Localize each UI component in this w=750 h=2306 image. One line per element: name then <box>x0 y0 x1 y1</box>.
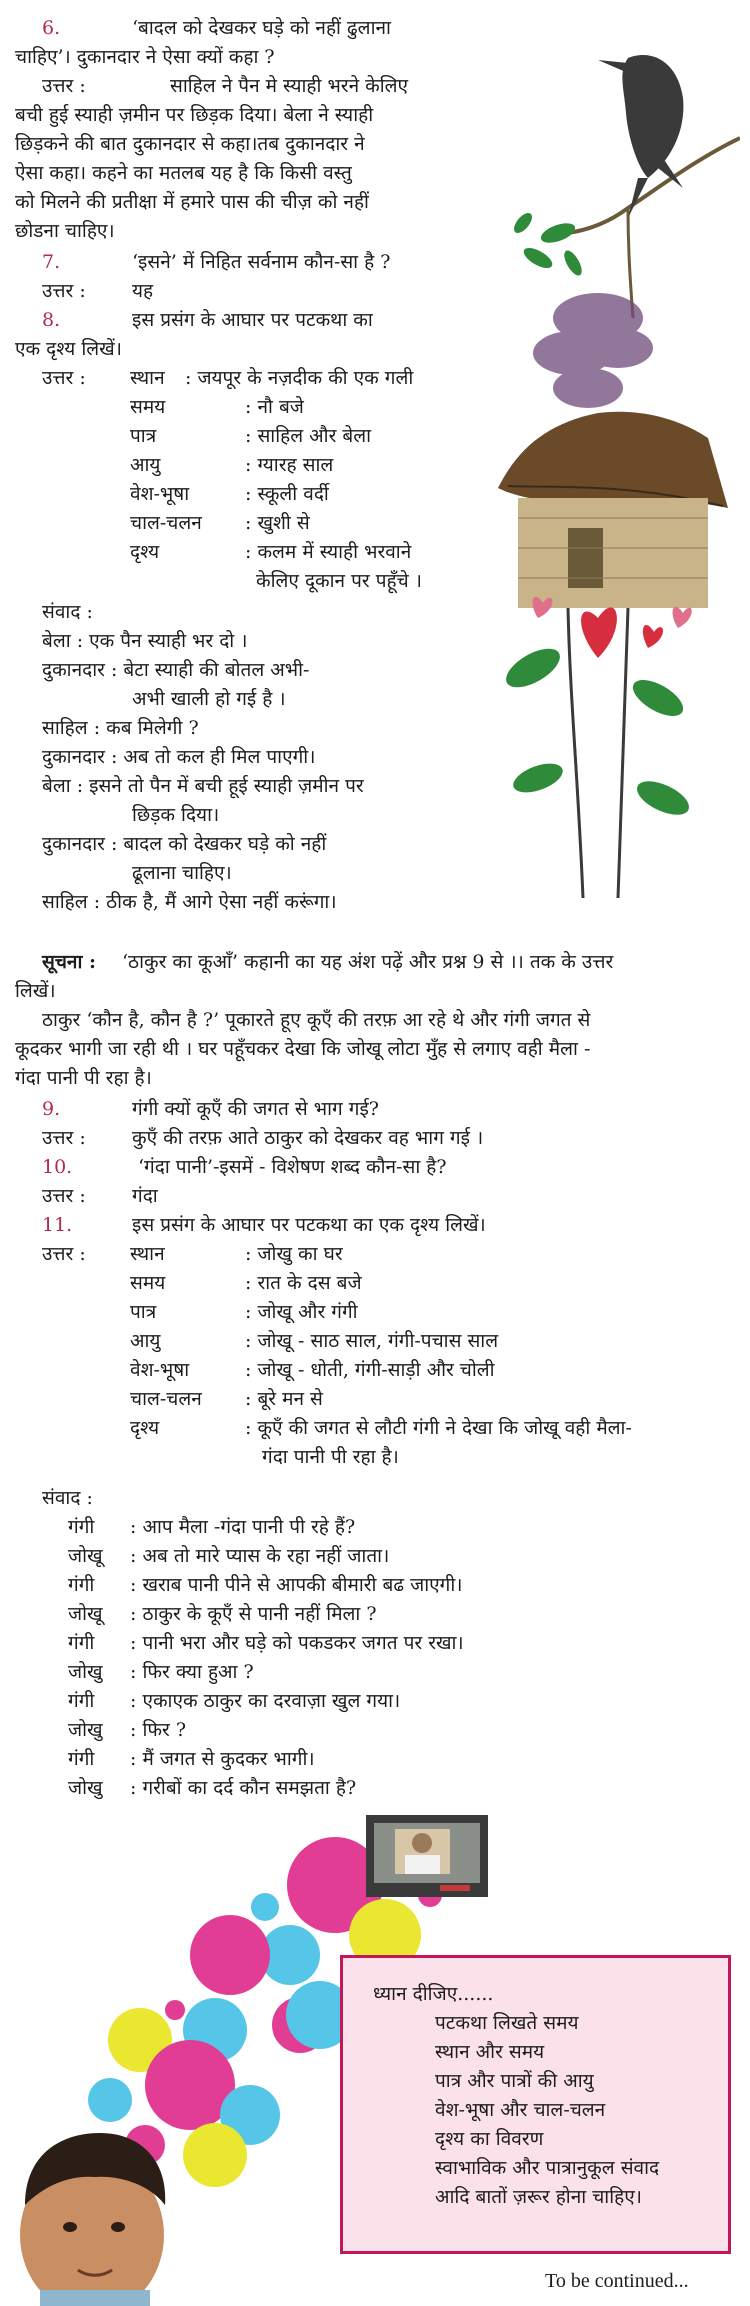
q8-scene-key: पात्र <box>130 425 157 447</box>
q11-scene-value: : जोखू - धोती, गंगी-साड़ी और चोली <box>245 1359 495 1381</box>
note-box <box>340 1955 731 2254</box>
q8-scene-value: : खुशी से <box>245 512 310 534</box>
q11-dialog-text: : खराब पानी पीने से आपकी बीमारी बढ जाएगी। <box>130 1574 463 1596</box>
q11-dialog-speaker: गंगी <box>68 1516 95 1538</box>
q8-scene-value: : कलम में स्याही भरवाने <box>245 541 412 563</box>
q11-dialog-text: : फिर क्या हुआ ? <box>130 1661 254 1683</box>
boy-illustration <box>20 2133 165 2306</box>
q8-scene-value: : ग्यारह साल <box>245 454 334 476</box>
q8-dialog-line: दुकानदार : अब तो कल ही मिल पाएगी। <box>42 746 316 768</box>
q11-scene-key: आयु <box>130 1330 161 1352</box>
notice-label: सूचना : <box>42 951 97 973</box>
q11-dialog-text: : अब तो मारे प्यास के रहा नहीं जाता। <box>130 1545 390 1567</box>
q6-answer-label: उत्तर : <box>42 75 86 97</box>
q8-scene-key: वेश-भूषा <box>130 483 190 505</box>
q8-scene-key: दृश्य <box>130 541 160 563</box>
q6-answer-line: को मिलने की प्रतीक्षा में हमारे पास की चीज़ को नहीं <box>15 191 369 213</box>
q7-answer: यह <box>132 280 154 302</box>
q9-number: 9. <box>42 1098 61 1120</box>
note-line: आदि बातों ज़रूर होना चाहिए। <box>435 2186 642 2208</box>
q8-dialog-line: बेला : इसने तो पैन में बची हूई स्याही ज़मीन पर <box>42 775 364 797</box>
q9-question: गंगी क्यों कूएँ की जगत से भाग गई? <box>132 1098 379 1120</box>
q10-question: ‘गंदा पानी’-इसमें - विशेषण शब्द कौन-सा है? <box>138 1156 447 1178</box>
q6-answer-line: साहिल ने पैन मे स्याही भरने केलिए <box>170 75 409 97</box>
q6-question-line2: चाहिए’। दुकानदार ने ऐसा क्यों कहा ? <box>15 46 275 68</box>
q11-scene-key: स्थान <box>130 1243 165 1265</box>
q11-dialog-speaker: जोखु <box>68 1661 103 1683</box>
q11-dialog-text: : आप मैला -गंदा पानी पी रहे हैं? <box>130 1516 356 1538</box>
q11-dialog-label: संवाद : <box>42 1487 93 1509</box>
q11-scene-key: वेश-भूषा <box>130 1359 190 1381</box>
q6-answer-line: छिड़कने की बात दुकानदार से कहा।तब दुकानदार ने <box>15 133 365 155</box>
q6-answer-line: बची हुई स्याही ज़मीन पर छिड़क दिया। बेला ने स्याही <box>15 104 374 126</box>
q11-scene-value: : जोखू - साठ साल, गंगी-पचास साल <box>245 1330 499 1352</box>
to-be-continued: To be continued... <box>545 2270 689 2292</box>
q11-dialog-text: : गरीबों का दर्द कौन समझता है? <box>130 1777 357 1799</box>
q8-answer-label: उत्तर : <box>42 367 86 389</box>
passage-line: गंदा पानी पी रहा है। <box>15 1067 152 1089</box>
q8-scene-value: : साहिल और बेला <box>245 425 372 447</box>
q9-answer-label: उत्तर : <box>42 1127 86 1149</box>
q8-dialog-line: दुकानदार : बादल को देखकर घड़े को नहीं <box>42 833 327 855</box>
q11-number: 11. <box>42 1214 73 1236</box>
passage-line: कूदकर भागी जा रही थी । घर पहूँचकर देखा कि जोखू लोटा मुँह से लगाए वही मैला - <box>15 1038 591 1060</box>
q8-scene-key: समय <box>130 396 166 418</box>
q10-number: 10. <box>42 1156 73 1178</box>
q7-answer-label: उत्तर : <box>42 280 86 302</box>
q11-scene-continued: गंदा पानी पी रहा है। <box>262 1446 399 1468</box>
q11-dialog-speaker: गंगी <box>68 1690 95 1712</box>
q11-dialog-speaker: गंगी <box>68 1574 95 1596</box>
q11-dialog-speaker: गंगी <box>68 1632 95 1654</box>
q11-answer-label: उत्तर : <box>42 1243 86 1265</box>
q11-dialog-text: : एकाएक ठाकुर का दरवाज़ा खुल गया। <box>130 1690 401 1712</box>
q11-dialog-speaker: जोखु <box>68 1777 103 1799</box>
q8-dialog-label: संवाद : <box>42 601 93 623</box>
q11-dialog-text: : मैं जगत से कुदकर भागी। <box>130 1748 315 1770</box>
q8-scene-value: : जयपूर के नज़दीक की एक गली <box>185 367 414 389</box>
notice-text-line2: लिखें। <box>15 980 56 1002</box>
q8-dialog-line: ढूलाना चाहिए। <box>132 862 232 884</box>
passage-line: ठाकुर ‘कौन है, कौन है ?’ पूकारते हूए कूएँ की तरफ़ आ रहे थे और गंगी जगत से <box>42 1009 591 1031</box>
q8-scene-key: चाल-चलन <box>130 512 202 534</box>
q8-dialog-line: बेला : एक पैन स्याही भर दो । <box>42 630 248 652</box>
q11-dialog-text: : पानी भरा और घड़े को पकडकर जगत पर रखा। <box>130 1632 464 1654</box>
q11-dialog-text: : फिर ? <box>130 1719 187 1741</box>
q8-dialog-line: दुकानदार : बेटा स्याही की बोतल अभी- <box>42 659 310 681</box>
q7-question: ‘इसने’ में निहित सर्वनाम कौन-सा है ? <box>132 251 391 273</box>
q7-number: 7. <box>42 251 61 273</box>
q8-scene-continued: केलिए दूकान पर पहूँचे । <box>256 570 422 592</box>
q8-scene-key: स्थान <box>130 367 165 389</box>
q11-scene-key: दृश्य <box>130 1417 160 1439</box>
q11-dialog-speaker: जोखू <box>68 1603 103 1625</box>
q8-scene-value: : स्कूली वर्दी <box>245 483 329 505</box>
note-line: पात्र और पात्रों की आयु <box>435 2070 594 2092</box>
q8-dialog-line: अभी खाली हो गई है । <box>132 688 286 710</box>
notice-text-line1: ‘ठाकुर का कूआँ’ कहानी का यह अंश पढ़ें और प्रश्न 9 से ।। तक के उत्तर <box>122 951 614 973</box>
q11-scene-key: समय <box>130 1272 166 1294</box>
q6-answer-line: ऐसा कहा। कहने का मतलब यह है कि किसी वस्तु <box>15 162 352 184</box>
note-line: स्थान और समय <box>435 2041 545 2063</box>
q11-dialog-speaker: जोखू <box>68 1545 103 1567</box>
bird-icon <box>598 55 683 218</box>
q8-scene-key: आयु <box>130 454 161 476</box>
q9-answer: कुएँ की तरफ़ आते ठाकुर को देखकर वह भाग गई । <box>132 1127 484 1149</box>
q8-question-line2: एक दृश्य लिखें। <box>15 338 122 360</box>
q8-number: 8. <box>42 309 61 331</box>
q11-scene-value: : बूरे मन से <box>245 1388 323 1410</box>
q6-question-line1: ‘बादल को देखकर घड़े को नहीं ढुलाना <box>132 17 391 39</box>
q6-number: 6. <box>42 17 61 39</box>
q11-dialog-speaker: जोखु <box>68 1719 103 1741</box>
hut-tree-illustration <box>478 18 740 918</box>
q11-scene-value: : जोखू और गंगी <box>245 1301 358 1323</box>
note-line: दृश्य का विवरण <box>435 2128 544 2150</box>
note-line: स्वाभाविक और पात्रानुकूल संवाद <box>435 2157 660 2179</box>
q8-dialog-line: साहिल : ठीक है, मैं आगे ऐसा नहीं करूंगा। <box>42 891 337 913</box>
note-title: ध्यान दीजिए...... <box>373 1983 494 2005</box>
q11-scene-key: चाल-चलन <box>130 1388 202 1410</box>
q8-dialog-line: साहिल : कब मिलेगी ? <box>42 717 199 739</box>
q11-dialog-speaker: गंगी <box>68 1748 95 1770</box>
q8-question-line1: इस प्रसंग के आघार पर पटकथा का <box>132 309 373 331</box>
q11-scene-value: : कूएँ की जगत से लौटी गंगी ने देखा कि जोखू वही मैला- <box>245 1417 632 1439</box>
tv-icon <box>366 1815 488 1897</box>
q11-scene-value: : रात के दस बजे <box>245 1272 362 1294</box>
q10-answer: गंदा <box>132 1185 158 1207</box>
q10-answer-label: उत्तर : <box>42 1185 86 1207</box>
q8-dialog-line: छिड़क दिया। <box>132 804 220 826</box>
q11-scene-value: : जोखु का घर <box>245 1243 343 1265</box>
q11-dialog-text: : ठाकुर के कूएँ से पानी नहीं मिला ? <box>130 1603 377 1625</box>
q6-answer-line: छोडना चाहिए। <box>15 220 115 242</box>
note-line: पटकथा लिखते समय <box>435 2012 579 2034</box>
note-line: वेश-भूषा और चाल-चलन <box>435 2099 606 2121</box>
q11-question: इस प्रसंग के आघार पर पटकथा का एक दृश्य लिखें। <box>132 1214 486 1236</box>
q8-scene-value: : नौ बजे <box>245 396 304 418</box>
q11-scene-key: पात्र <box>130 1301 157 1323</box>
